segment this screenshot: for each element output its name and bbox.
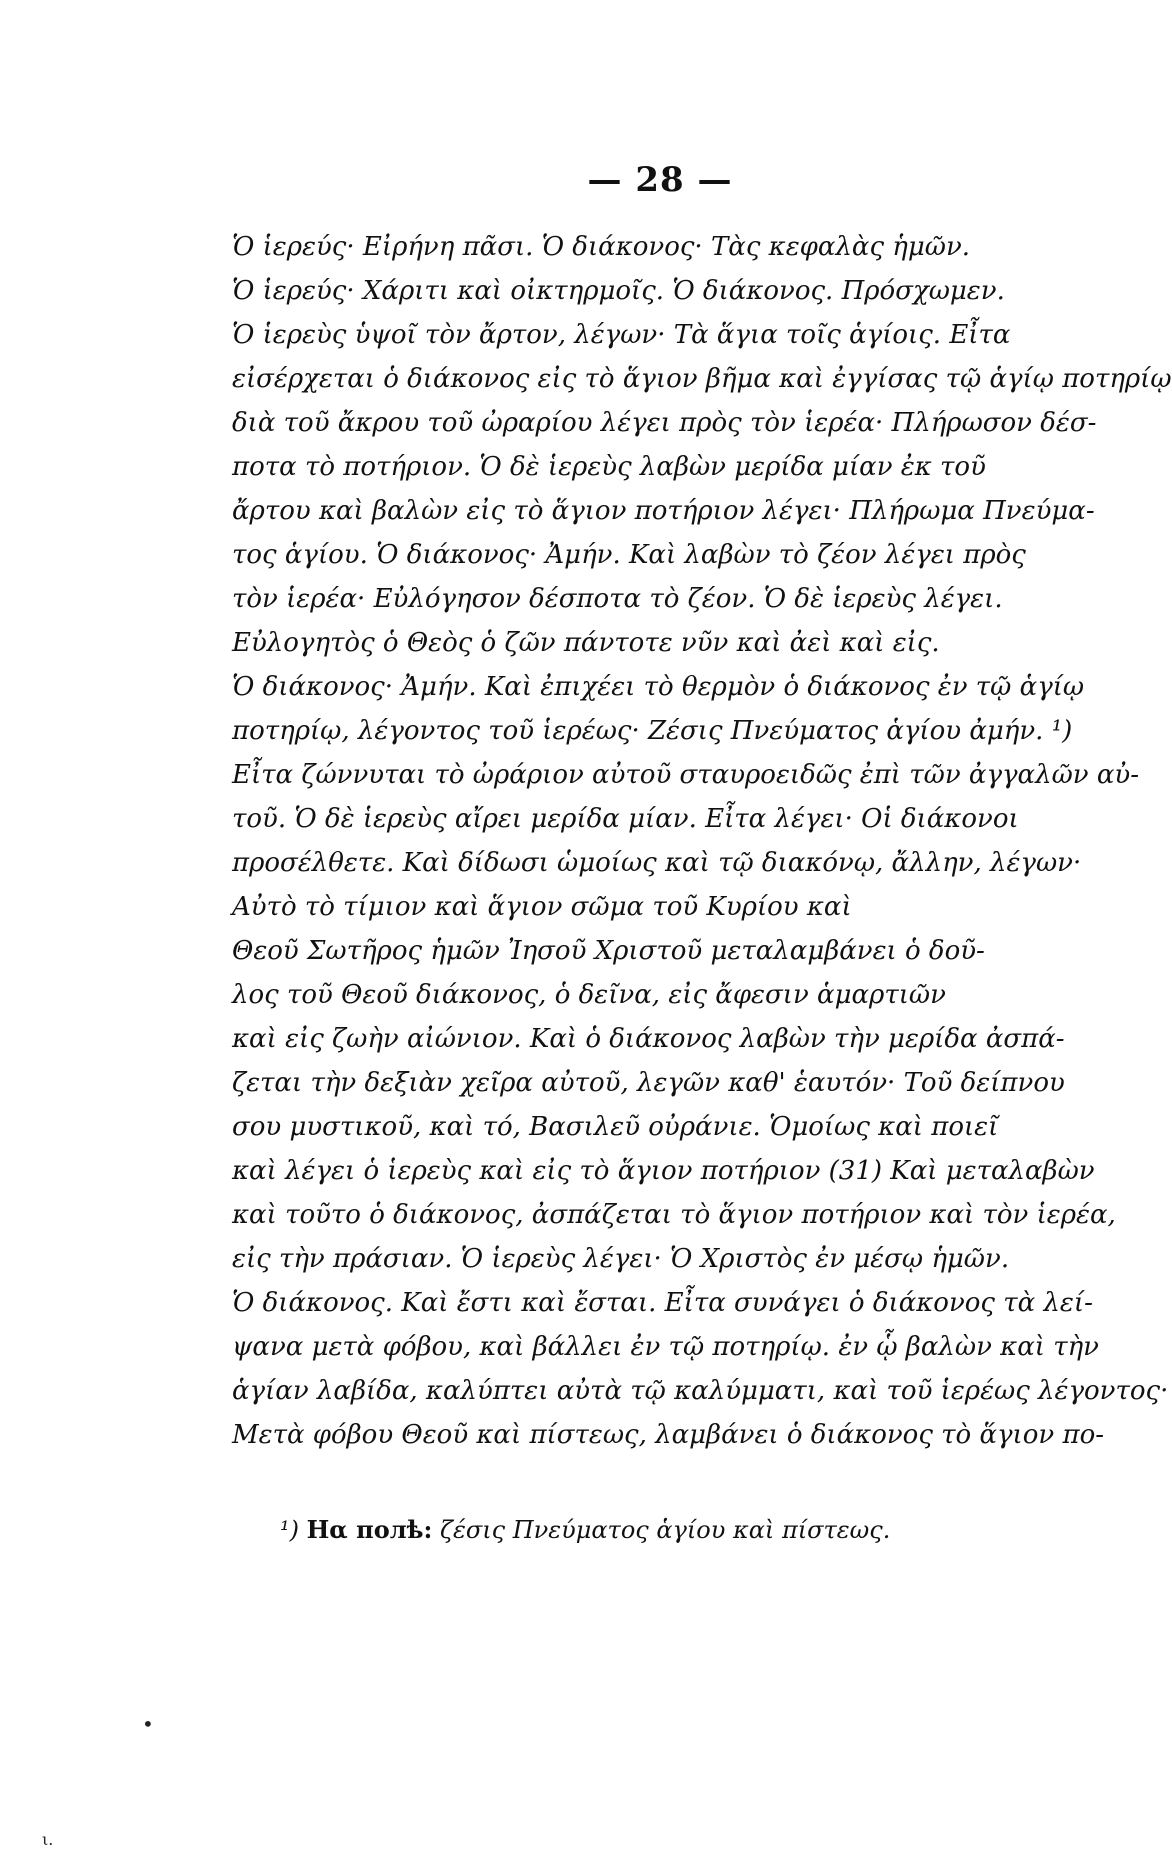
text-line: Ὁ ἱερεὺς ὑψοῖ τὸν ἄρτον, λέγων· Τὰ ἅγια τοῖς ἁγίοις. Εἶτα (232, 320, 1011, 350)
text-line: Ὁ ἱερεύς· Χάριτι καὶ οἰκτηρμοῖς. Ὁ διάκονος. Πρόσχωμεν. (232, 276, 1005, 306)
text-line: Εἶτα ζώννυται τὸ ὠράριον αὐτοῦ σταυροειδῶς ἐπὶ τῶν ἀγγαλῶν αὐ- (232, 760, 1140, 790)
text-line: ψανα μετὰ φόβου, καὶ βάλλει ἐν τῷ ποτηρίῳ. ἐν ᾧ βαλὼν καὶ τὴν (232, 1332, 1099, 1362)
text-line: σου μυστικοῦ, καὶ τό, Βασιλεῦ οὐράνιε. Ὁμοίως καὶ ποιεῖ (232, 1112, 999, 1142)
footnote-marker: ¹) (280, 1516, 299, 1544)
text-line: εἰσέρχεται ὁ διάκονος εἰς τὸ ἅγιον βῆμα καὶ ἐγγίσας τῷ ἁγίῳ ποτηρίῳ (232, 364, 1172, 394)
page-number: — 28 — (587, 160, 733, 200)
text-line: λος τοῦ Θεοῦ διάκονος, ὁ δεῖνα, εἰς ἄφεσιν ἁμαρτιῶν (232, 980, 946, 1010)
margin-mark: ι. (42, 1830, 54, 1849)
text-line: ἄρτου καὶ βαλὼν εἰς τὸ ἅγιον ποτήριον λέγει· Πλήρωμα Πνεύμα- (232, 496, 1095, 526)
text-line: καὶ λέγει ὁ ἱερεὺς καὶ εἰς τὸ ἅγιον ποτήριον (31) Καὶ μεταλαβὼν (232, 1156, 1095, 1186)
main-text (232, 225, 1172, 1457)
text-line: Μετὰ φόβου Θεοῦ καὶ πίστεως, λαμβάνει ὁ διάκονος τὸ ἅγιον πο- (232, 1420, 1105, 1450)
text-line: ἁγίαν λαβίδα, καλύπτει αὐτὰ τῷ καλύμματι, καὶ τοῦ ἱερέως λέγοντος· (232, 1376, 1169, 1406)
text-line: καὶ εἰς ζωὴν αἰώνιον. Καὶ ὁ διάκονος λαβὼν τὴν μερίδα ἀσπά- (232, 1024, 1065, 1054)
footnote-label: Ηα полѣ: (306, 1515, 433, 1544)
text-line: Ὁ διάκονος· Ἀμήν. Καὶ ἐπιχέει τὸ θερμὸν ὁ διάκονος ἐν τῷ ἁγίῳ (232, 672, 1085, 702)
text-line: Ὁ ἱερεύς· Εἰρήνη πᾶσι. Ὁ διάκονος· Τὰς κεφαλὰς ἡμῶν. (232, 232, 971, 262)
text-line: καὶ τοῦτο ὁ διάκονος, ἀσπάζεται τὸ ἅγιον ποτήριον καὶ τὸν ἱερέα, (232, 1200, 1116, 1230)
text-line: εἰς τὴν πράσιαν. Ὁ ἱερεὺς λέγει· Ὁ Χριστὸς ἐν μέσῳ ἡμῶν. (232, 1244, 1010, 1274)
text-line: τὸν ἱερέα· Εὐλόγησον δέσποτα τὸ ζέον. Ὁ δὲ ἱερεὺς λέγει. (232, 584, 1003, 614)
footnote (280, 1515, 1020, 1544)
text-line: Ὁ διάκονος. Καὶ ἔστι καὶ ἔσται. Εἶτα συνάγει ὁ διάκονος τὰ λεί- (232, 1288, 1093, 1318)
text-line: ποτηρίῳ, λέγοντος τοῦ ἱερέως· Ζέσις Πνεύματος ἁγίου ἀμήν. ¹) (232, 716, 1073, 746)
text-line: προσέλθετε. Καὶ δίδωσι ὡμοίως καὶ τῷ διακόνῳ, ἄλλην, λέγων· (232, 848, 1082, 878)
text-line: Θεοῦ Σωτῆρος ἡμῶν Ἰησοῦ Χριστοῦ μεταλαμβάνει ὁ δοῦ- (232, 936, 985, 966)
text-line: Εὐλογητὸς ὁ Θεὸς ὁ ζῶν πάντοτε νῦν καὶ ἀεὶ καὶ εἰς. (232, 628, 940, 658)
text-line: ζεται τὴν δεξιὰν χεῖρα αὐτοῦ, λεγῶν καθ' ἑαυτόν· Τοῦ δείπνου (232, 1068, 1065, 1098)
margin-dot: • (142, 1712, 154, 1736)
text-line: Αὐτὸ τὸ τίμιον καὶ ἅγιον σῶμα τοῦ Κυρίου καὶ (232, 892, 852, 922)
footnote-text: ζέσις Πνεύματος ἁγίου καὶ πίστεως. (440, 1516, 891, 1544)
text-line: τος ἁγίου. Ὁ διάκονος· Ἀμήν. Καὶ λαβὼν τὸ ζέον λέγει πρὸς (232, 540, 1026, 570)
text-line: τοῦ. Ὁ δὲ ἱερεὺς αἴρει μερίδα μίαν. Εἶτα λέγει· Οἱ διάκονοι (232, 804, 1019, 834)
text-line: διὰ τοῦ ἄκρου τοῦ ὠραρίου λέγει πρὸς τὸν ἱερέα· Πλήρωσον δέσ- (232, 408, 1097, 438)
text-line: ποτα τὸ ποτήριον. Ὁ δὲ ἱερεὺς λαβὼν μερίδα μίαν ἐκ τοῦ (232, 452, 986, 482)
